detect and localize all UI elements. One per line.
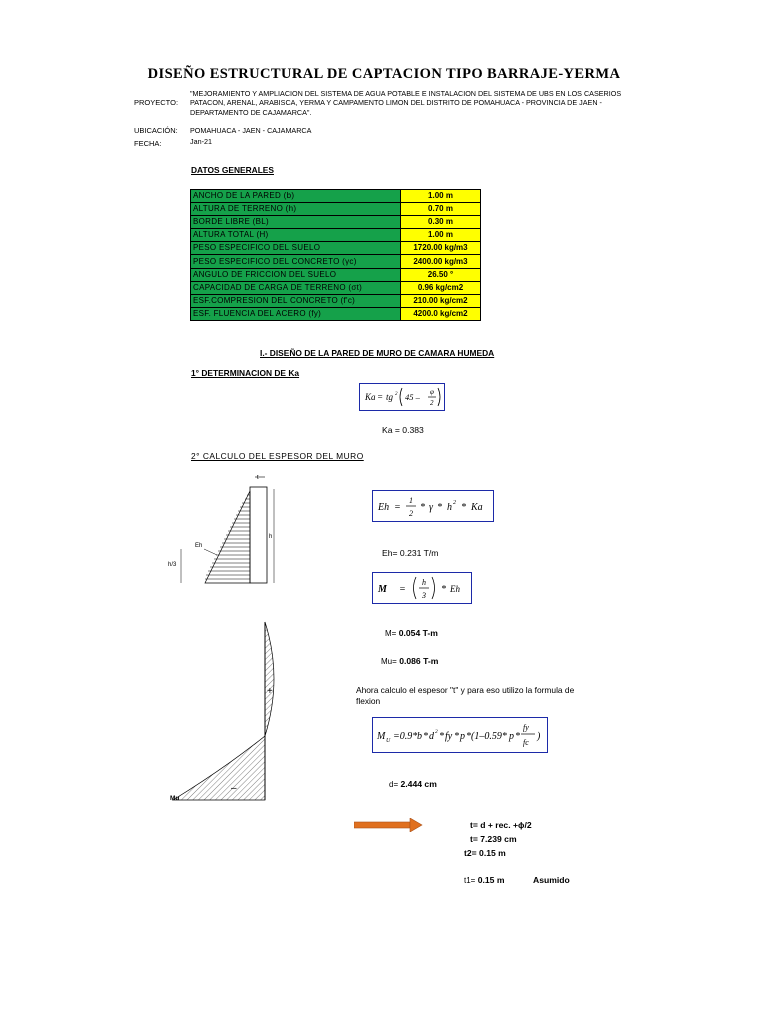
svg-text:*: * — [439, 731, 444, 742]
svg-text:=: = — [399, 584, 406, 595]
t1-value: 0.15 m — [477, 875, 505, 885]
row-value: 26.50 ° — [401, 268, 481, 281]
svg-text:M: M — [377, 731, 386, 742]
svg-text:p: p — [509, 731, 514, 742]
h3-label: h/3 — [168, 562, 177, 568]
row-label: BORDE LIBRE (BL) — [191, 216, 401, 229]
eh-result: Eh= 0.231 T/m — [382, 548, 439, 558]
svg-text:): ) — [537, 731, 541, 742]
svg-text:d: d — [429, 731, 434, 742]
h-dim-label: h — [269, 534, 273, 540]
svg-text:M: M — [378, 584, 387, 595]
row-label: PESO ESPECIFICO DEL SUELO — [191, 242, 401, 255]
row-label: CAPACIDAD DE CARGA DE TERRENO (σt) — [191, 281, 401, 294]
svg-text:γ: γ — [429, 502, 433, 513]
flexion-note: Ahora calculo el espesor "t" y para eso utilizo la formula de flexion — [356, 685, 575, 706]
table-row — [191, 255, 481, 268]
step1-heading: 1° DETERMINACION DE Ka — [191, 368, 300, 378]
proyecto-text: "MEJORAMIENTO Y AMPLIACION DEL SISTEMA DE AGUA POTABLE E INSTALACION DEL SISTEMA DE UBS EN LOS CASERIOS PATACON, ARENAL, ARABISCA, YERMA Y CAMPAMENTO LIMON DEL DISTRITO DE POMAHUACA - PROVINCIA DE JAEN - DEPARTAMENTO DE CAJAMARCA". — [190, 89, 622, 117]
svg-text:*(1–0.59*: *(1–0.59* — [466, 731, 507, 742]
m-value: 0.054 T-m — [398, 628, 438, 638]
svg-text:=0.9*: =0.9* — [393, 731, 418, 742]
fecha-label: FECHA: — [134, 139, 162, 148]
section-heading: I.- DISEÑO DE LA PARED DE MURO DE CAMARA HUMEDA — [260, 348, 495, 358]
svg-text:=: = — [394, 502, 401, 513]
table-row — [191, 268, 481, 281]
svg-text:2: 2 — [435, 729, 438, 735]
row-value: 1720.00 kg/m3 — [401, 242, 481, 255]
arrow-right-icon — [354, 818, 424, 832]
page-title: DISEÑO ESTRUCTURAL DE CAPTACION TIPO BARRAJE-YERMA — [147, 66, 621, 82]
mu-result — [381, 656, 438, 666]
svg-text:fy: fy — [523, 723, 529, 732]
svg-text:2: 2 — [409, 509, 413, 518]
table-row — [191, 294, 481, 307]
svg-text:2: 2 — [395, 392, 398, 397]
row-label: PESO ESPECIFICO DEL CONCRETO (γc) — [191, 255, 401, 268]
svg-text:fc: fc — [523, 738, 529, 747]
row-value: 0.30 m — [401, 216, 481, 229]
plus-sign: + — [267, 686, 273, 697]
svg-text:fy: fy — [445, 731, 453, 742]
svg-text:=: = — [377, 392, 384, 402]
asumido-label: Asumido — [533, 875, 570, 885]
row-value: 1.00 m — [401, 229, 481, 242]
svg-text:h: h — [447, 502, 452, 513]
svg-text:Eh: Eh — [450, 584, 460, 594]
eh-formula — [372, 490, 494, 522]
svg-text:2: 2 — [453, 500, 456, 506]
step2-heading: 2° CALCULO DEL ESPESOR DEL MURO — [191, 451, 364, 461]
svg-text:tg: tg — [386, 392, 394, 402]
mu-label: Mu= — [381, 657, 397, 666]
t1-result — [464, 875, 505, 885]
minus-sign: – — [231, 783, 237, 794]
m-result — [385, 628, 438, 638]
d-value: 2.444 cm — [400, 779, 437, 789]
t-value: t= 7.239 cm — [470, 834, 517, 844]
svg-text:3: 3 — [422, 591, 426, 600]
row-label: ESF.COMPRESION DEL CONCRETO (f'c) — [191, 294, 401, 307]
eh-formula-graphic — [373, 491, 493, 521]
m-label: M= — [385, 629, 397, 638]
table-row — [191, 242, 481, 255]
svg-text:*: * — [420, 502, 425, 513]
proyecto-label: PROYECTO: — [134, 98, 179, 107]
mu-formula — [372, 717, 548, 753]
ka-result: Ka = 0.383 — [382, 425, 424, 435]
svg-text:p: p — [460, 731, 465, 742]
svg-text:*: * — [423, 731, 428, 742]
row-value: 1.00 m — [401, 190, 481, 203]
row-label: ANGULO DE FRICCION DEL SUELO — [191, 268, 401, 281]
table-row — [191, 281, 481, 294]
svg-text:Ka: Ka — [471, 502, 483, 513]
svg-text:φ: φ — [430, 388, 434, 396]
ubicacion-value: POMAHUACA - JAEN - CAJAMARCA — [190, 126, 312, 135]
d-result — [389, 779, 437, 789]
svg-text:h: h — [422, 578, 426, 587]
table-row — [191, 190, 481, 203]
row-label: ESF. FLUENCIA DEL ACERO (fy) — [191, 307, 401, 320]
m-formula-graphic — [373, 573, 471, 603]
wall-pressure-diagram — [165, 475, 285, 590]
ka-formula-graphic — [360, 384, 444, 410]
table-row — [191, 307, 481, 320]
moment-diagram — [165, 618, 285, 808]
datos-generales-heading: DATOS GENERALES — [191, 165, 274, 175]
ubicacion-label: UBICACIÓN: — [134, 126, 178, 135]
t1-label: t1= — [464, 876, 476, 885]
datos-generales-table — [190, 189, 481, 321]
m-formula — [372, 572, 472, 604]
mu-value: 0.086 T-m — [399, 656, 439, 666]
svg-text:*: * — [437, 502, 442, 513]
t2-value: t2= 0.15 m — [464, 848, 506, 858]
table-row — [191, 229, 481, 242]
d-label: d= — [389, 780, 399, 789]
table-row — [191, 216, 481, 229]
svg-text:b: b — [417, 731, 422, 742]
svg-text:2: 2 — [430, 399, 434, 407]
row-value: 210.00 kg/cm2 — [401, 294, 481, 307]
row-value: 4200.0 kg/cm2 — [401, 307, 481, 320]
table-row — [191, 203, 481, 216]
svg-text:*: * — [515, 731, 520, 742]
t-formula: t= d + rec. +ϕ/2 — [470, 820, 532, 830]
svg-text:U: U — [386, 738, 391, 744]
row-label: ANCHO DE LA PARED (b) — [191, 190, 401, 203]
svg-text:*: * — [454, 731, 459, 742]
svg-text:1: 1 — [409, 496, 413, 505]
fecha-value: Jan-21 — [190, 137, 212, 146]
svg-text:Eh: Eh — [378, 502, 390, 513]
eh-label: Eh — [195, 543, 203, 549]
mu-formula-graphic — [373, 718, 547, 752]
svg-text:45 –: 45 – — [405, 392, 420, 402]
row-value: 2400.00 kg/m3 — [401, 255, 481, 268]
svg-text:Ka: Ka — [365, 392, 376, 402]
t-dim-label: t — [257, 475, 259, 481]
svg-text:*: * — [461, 502, 466, 513]
mu-diagram-label: Mu — [170, 795, 180, 802]
ka-formula — [359, 383, 445, 411]
row-value: 0.96 kg/cm2 — [401, 281, 481, 294]
row-value: 0.70 m — [401, 203, 481, 216]
row-label: ALTURA DE TERRENO (h) — [191, 203, 401, 216]
row-label: ALTURA TOTAL (H) — [191, 229, 401, 242]
svg-text:*: * — [441, 584, 446, 595]
